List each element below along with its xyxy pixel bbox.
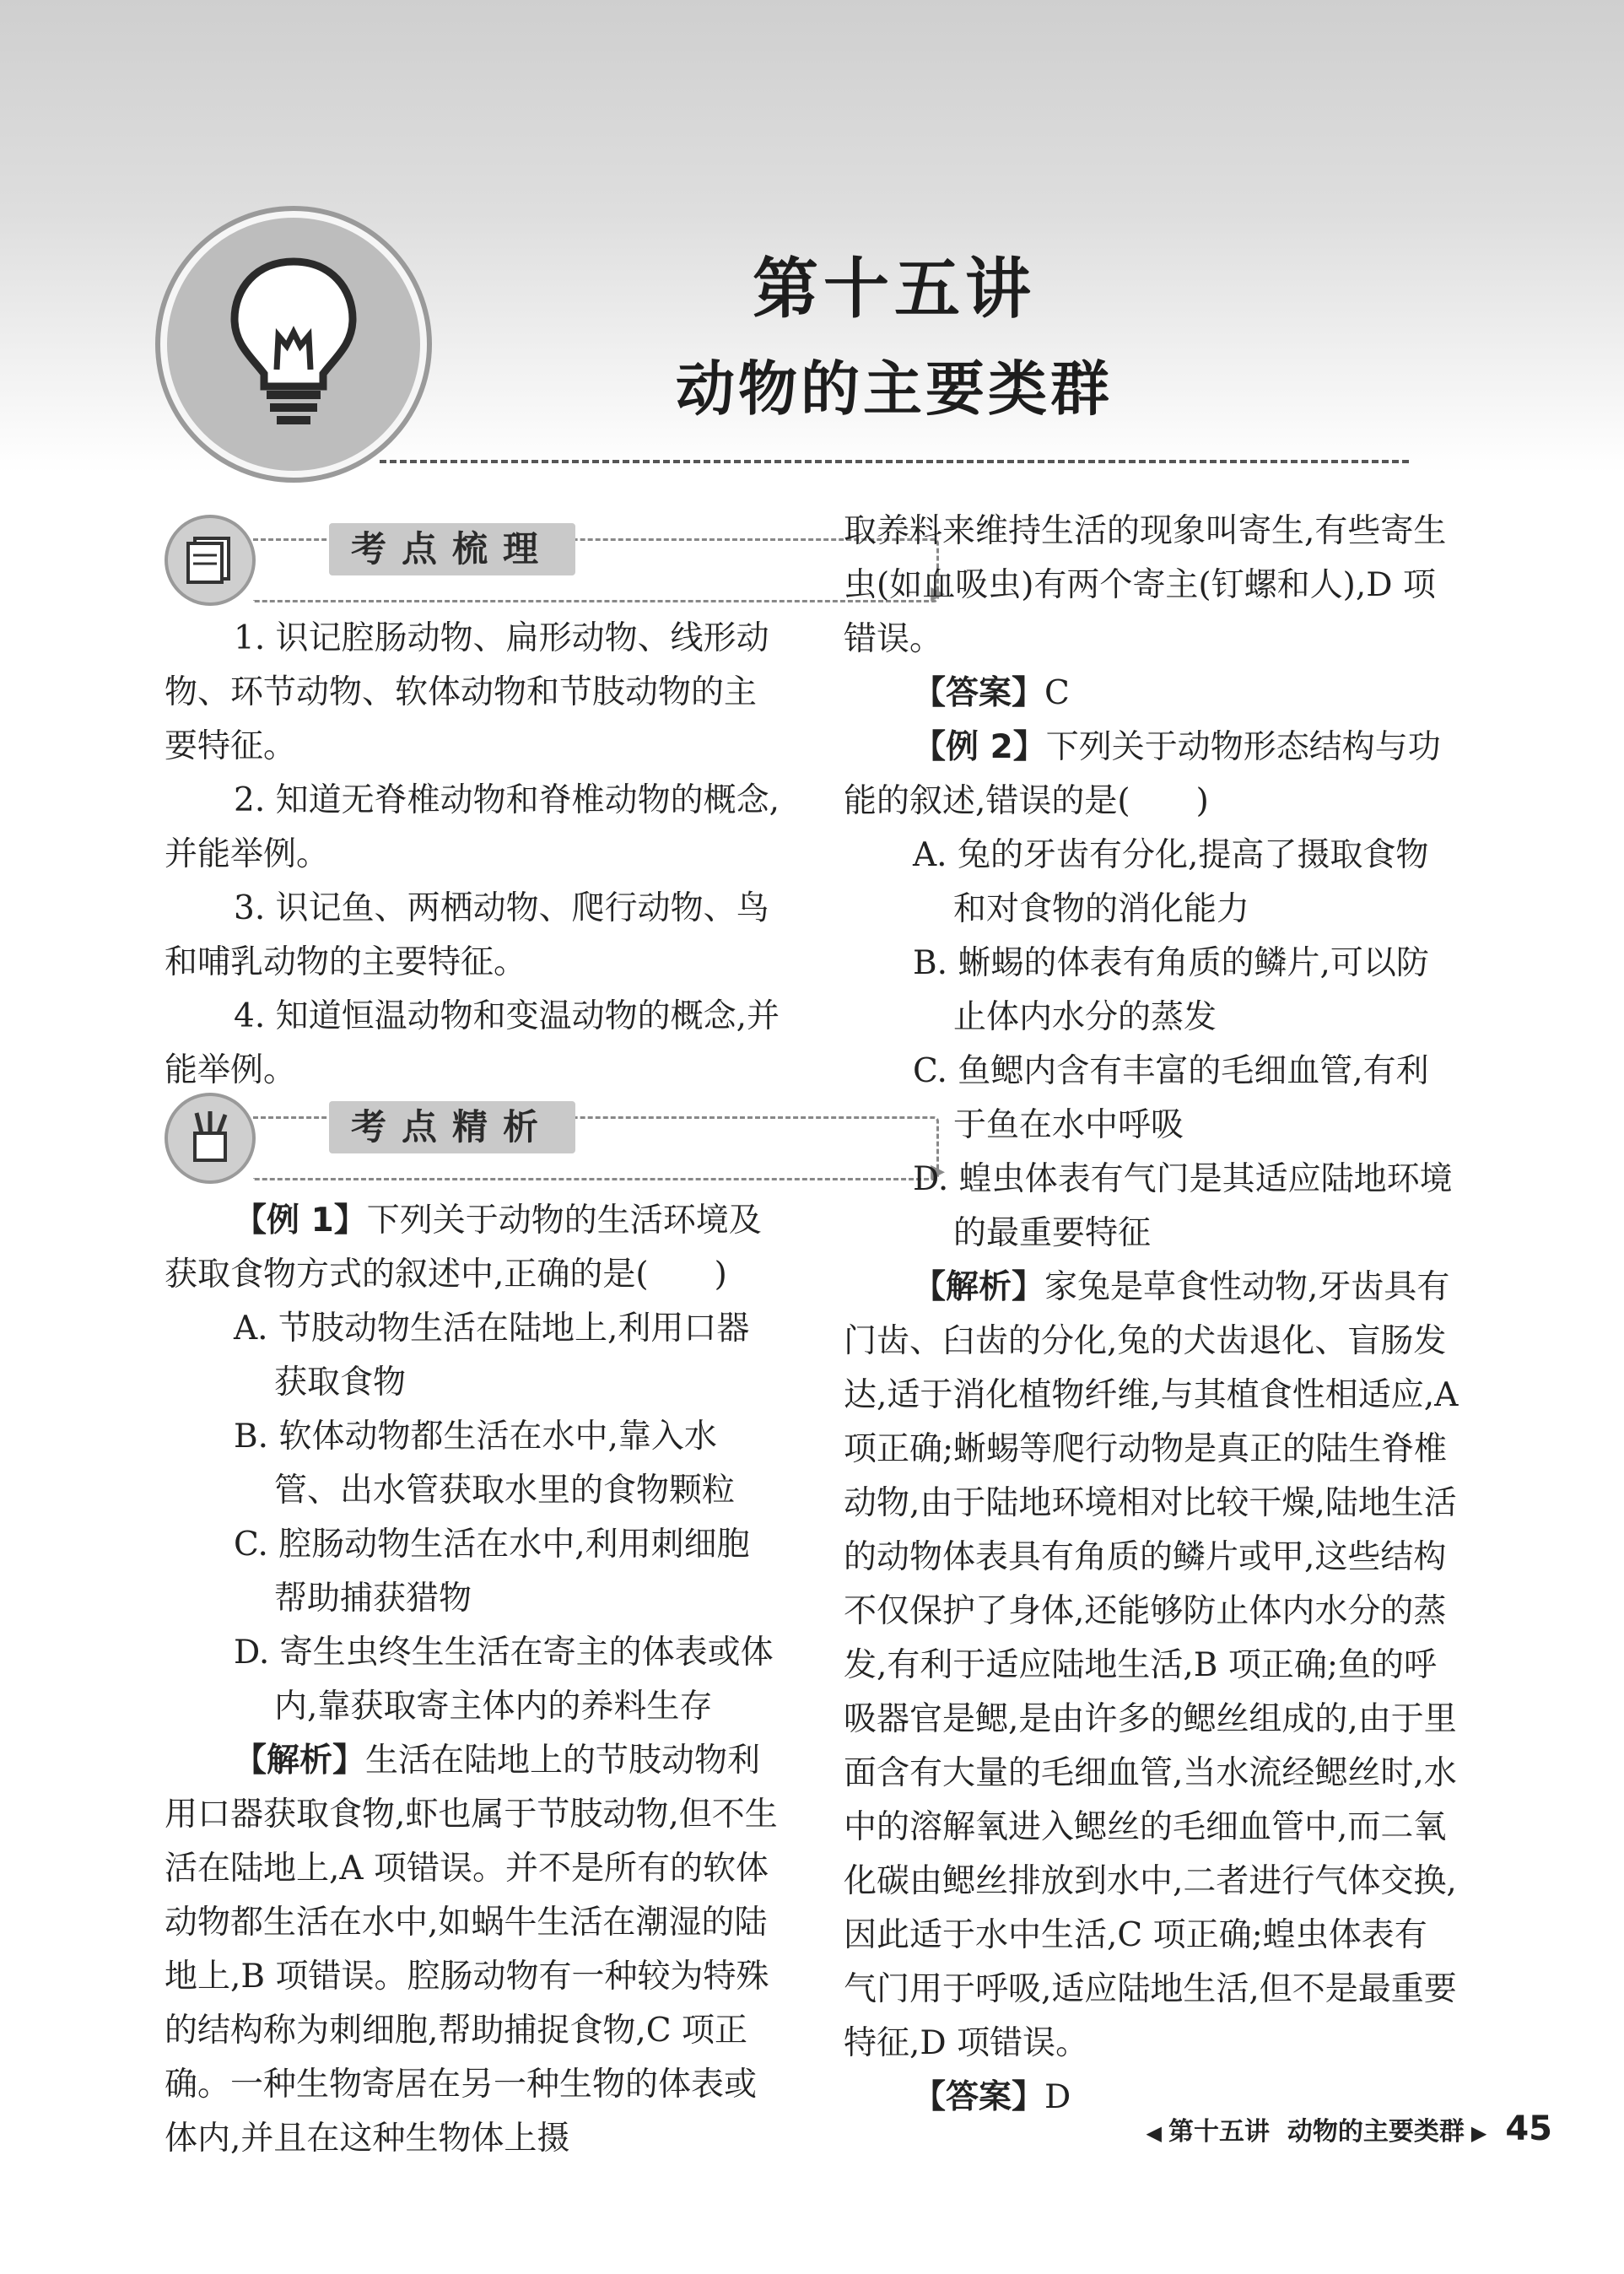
objective-item: 3. 识记鱼、两栖动物、爬行动物、鸟和哺乳动物的主要特征。 bbox=[165, 889, 769, 981]
example-2-option-b: B. 蜥蜴的体表有角质的鳞片,可以防止体内水分的蒸发 bbox=[913, 944, 1429, 1036]
answer-tag: 【答案】 bbox=[913, 2078, 1045, 2116]
example-1-option-b: B. 软体动物都生活在水中,靠入水管、出水管获取水里的食物颗粒 bbox=[234, 1418, 736, 1510]
objective-item: 2. 知道无脊椎动物和脊椎动物的概念,并能举例。 bbox=[165, 781, 780, 873]
example-1-option-c: C. 腔肠动物生活在水中,利用刺细胞帮助捕获猎物 bbox=[234, 1526, 750, 1618]
analysis-text: 生活在陆地上的节肢动物利用口器获取食物,虾也属于节肢动物,但不生活在陆地上,A 项错误。并不是所有的软体动物都生活在水中,如蜗牛生活在潮湿的陆地上,B 项错误。腔肠动物有一种较为特殊的结构称为刺细胞,帮助捕捉食物,C 项正确。一种生物寄居在另一种生物的体表或体内,并且在这种生物体上摄 bbox=[165, 1742, 778, 2158]
example-2-option-c: C. 鱼鳃内含有丰富的毛细血管,有利于鱼在水中呼吸 bbox=[913, 1052, 1429, 1144]
example-1-text: 下列关于动物的生活环境及获取食物方式的叙述中,正确的是( ) bbox=[165, 1202, 762, 1294]
example-1-tag: 【例 1】 bbox=[234, 1202, 367, 1240]
section-title: 考点梳理 bbox=[329, 523, 575, 575]
title-divider bbox=[380, 460, 1409, 463]
example-2-option-a: A. 兔的牙齿有分化,提高了摄取食物和对食物的消化能力 bbox=[913, 836, 1429, 928]
page-number: 45 bbox=[1505, 2109, 1552, 2148]
example-1-question bbox=[165, 1194, 780, 1302]
example-1-option-a: A. 节肢动物生活在陆地上,利用口器获取食物 bbox=[234, 1310, 750, 1402]
analysis-tag: 【解析】 bbox=[913, 1268, 1045, 1306]
example-2-analysis bbox=[844, 1261, 1459, 2071]
section-title: 考点精析 bbox=[329, 1101, 575, 1153]
page-footer bbox=[1012, 2109, 1552, 2148]
example-1-answer bbox=[844, 667, 1459, 721]
objective-item: 1. 识记腔肠动物、扁形动物、线形动物、环节动物、软体动物和节肢动物的主要特征。 bbox=[165, 619, 769, 765]
right-column bbox=[844, 505, 1459, 2125]
analysis-text: 家兔是草食性动物,牙齿具有门齿、臼齿的分化,兔的犬齿退化、盲肠发达,适于消化植物纤维,与其植食性相适应,A 项正确;蜥蜴等爬行动物是真正的陆生脊椎动物,由于陆地环境相对比较干燥,陆地生活的动物体表具有角质的鳞片或甲,这些结构不仅保护了身体,还能够防止体内水分的蒸发,有利于适应陆地生活,B 项正确;鱼的呼吸器官是鳃,是由许多的鳃丝组成的,由于里面含有大量的毛细血管,当水流经鳃丝时,水中的溶解氧进入鳃丝的毛细血管中,而二氧化碳由鳃丝排放到水中,二者进行气体交换,因此适于水中生活,C 项正确;蝗虫体表有气门用于呼吸,适应陆地生活,但不是最重要特征,D 项错误。 bbox=[844, 1268, 1459, 2062]
answer-value: D bbox=[1044, 2078, 1071, 2116]
objective-item: 4. 知道恒温动物和变温动物的概念,并能举例。 bbox=[165, 997, 780, 1089]
lecture-number: 第十五讲 bbox=[752, 251, 1036, 327]
example-2-option-d: D. 蝗虫体表有气门是其适应陆地环境的最重要特征 bbox=[913, 1160, 1453, 1252]
left-column-examples bbox=[165, 1194, 780, 2166]
pencil-cup-icon-badge bbox=[165, 1093, 256, 1184]
left-column bbox=[165, 612, 780, 1098]
page-title: 动物的主要类群 bbox=[676, 354, 1113, 424]
footer-title: 动物的主要类群 bbox=[1287, 2117, 1465, 2147]
example-2-text: 下列关于动物形态结构与功能的叙述,错误的是( ) bbox=[844, 728, 1441, 820]
section-header-key-points bbox=[165, 515, 949, 608]
notebook-icon-badge bbox=[165, 515, 256, 606]
example-1-analysis-continued: 取养料来维持生活的现象叫寄生,有些寄生虫(如血吸虫)有两个寄主(钉螺和人),D 项错误。 bbox=[844, 512, 1447, 658]
section-header-analysis bbox=[165, 1093, 949, 1186]
left-arrow-icon: ◀ bbox=[1146, 2121, 1162, 2145]
example-1-option-d: D. 寄生虫终生生活在寄主的体表或体内,靠获取寄主体内的养料生存 bbox=[234, 1634, 774, 1726]
notebook-icon bbox=[183, 532, 237, 586]
lightbulb-badge bbox=[160, 211, 427, 478]
answer-tag: 【答案】 bbox=[913, 674, 1045, 712]
pencil-cup-icon bbox=[183, 1110, 237, 1164]
example-2-tag: 【例 2】 bbox=[913, 728, 1046, 766]
right-arrow-icon: ▶ bbox=[1470, 2121, 1487, 2145]
footer-lecture: 第十五讲 bbox=[1168, 2117, 1270, 2147]
lightbulb-icon bbox=[218, 251, 370, 429]
example-1-analysis bbox=[165, 1734, 780, 2166]
example-2-question bbox=[844, 721, 1459, 829]
answer-value: C bbox=[1044, 674, 1070, 712]
analysis-tag: 【解析】 bbox=[234, 1742, 366, 1780]
